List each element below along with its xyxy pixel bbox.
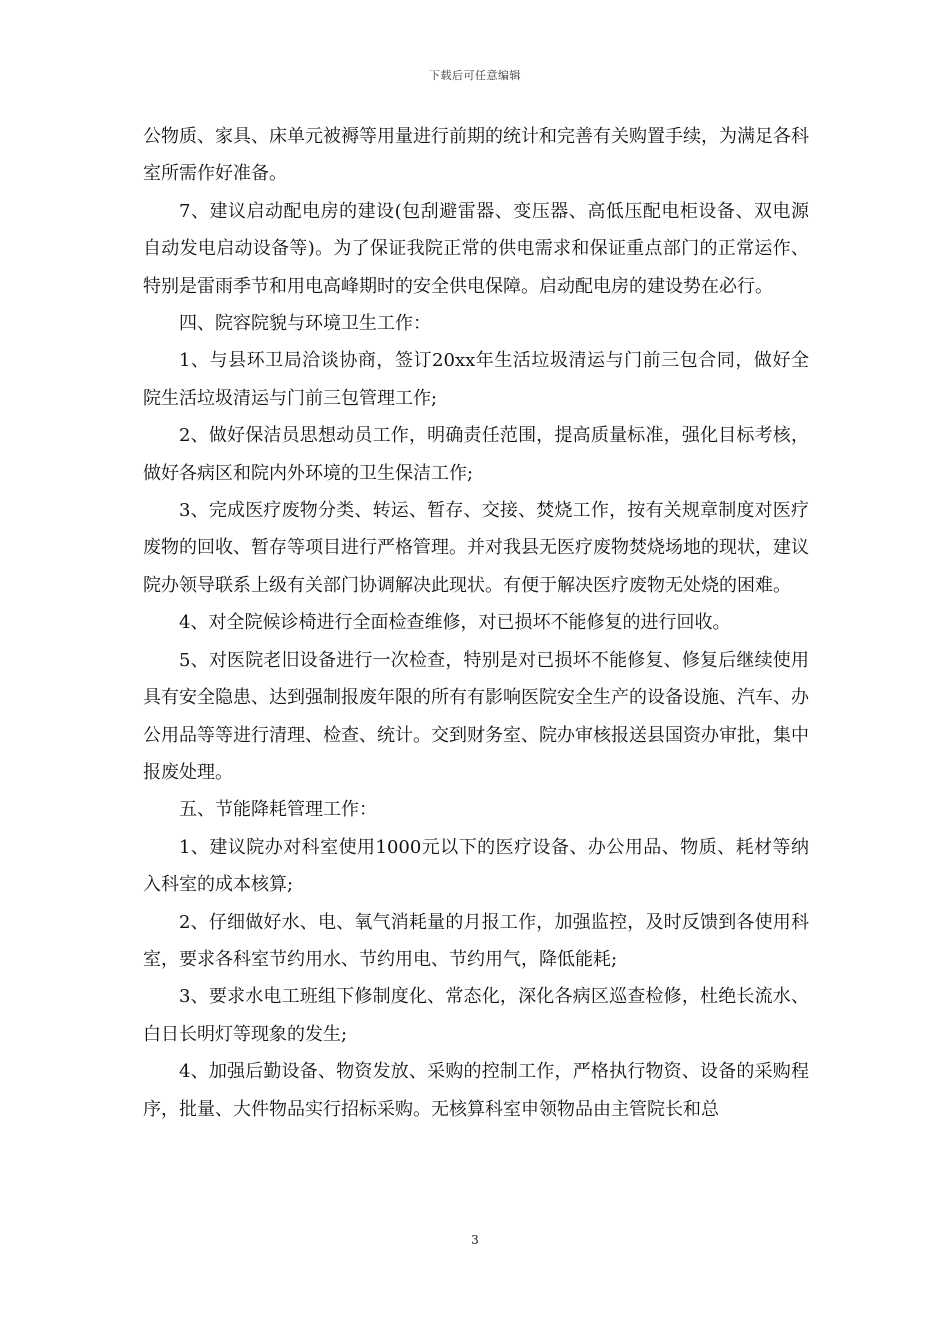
page-number: 3 [471, 1233, 479, 1247]
body-text [143, 118, 809, 1128]
paragraph: 1、与县环卫局洽谈协商，签订20xx年生活垃圾清运与门前三包合同，做好全院生活垃圾清运与门前三包管理工作; [143, 350, 809, 409]
header-note: 下载后可任意编辑 [429, 69, 521, 82]
section-heading: 五、节能降耗管理工作： [179, 799, 377, 821]
paragraph: 7、建议启动配电房的建设(包刮避雷器、变压器、高低压配电柜设备、双电源自动发电启动设备等)。为了保证我院正常的供电需求和保证重点部门的正常运作、特别是雷雨季节和用电高峰期时的安全供电保障。启动配电房的建设势在必行。 [143, 200, 809, 297]
paragraph: 3、要求水电工班组下修制度化、常态化，深化各病区巡查检修，杜绝长流水、白日长明灯等现象的发生; [143, 986, 809, 1045]
paragraph: 1、建议院办对科室使用1000元以下的医疗设备、办公用品、物质、耗材等纳入科室的成本核算; [143, 836, 809, 896]
section-heading: 四、院容院貌与环境卫生工作： [179, 313, 431, 335]
paragraph: 2、做好保洁员思想动员工作，明确责任范围，提高质量标准，强化目标考核，做好各病区和院内外环境的卫生保洁工作; [143, 425, 809, 484]
paragraph: 4、加强后勤设备、物资发放、采购的控制工作，严格执行物资、设备的采购程序，批量、大件物品实行招标采购。无核算科室申领物品由主管院长和总 [143, 1061, 809, 1120]
paragraph: 4、对全院候诊椅进行全面检查维修，对已损坏不能修复的进行回收。 [179, 612, 731, 634]
paragraph: 5、对医院老旧设备进行一次检查，特别是对已损坏不能修复、修复后继续使用具有安全隐患、达到强制报废年限的所有有影响医院安全生产的设备设施、汽车、办公用品等等进行清理、检查、统计。交到财务室、院办审核报送县国资办审批，集中报废处理。 [143, 649, 809, 783]
paragraph: 2、仔细做好水、电、氧气消耗量的月报工作，加强监控，及时反馈到各使用科室，要求各科室节约用水、节约用电、节约用气，降低能耗; [143, 911, 809, 970]
paragraph: 3、完成医疗废物分类、转运、暂存、交接、焚烧工作，按有关规章制度对医疗废物的回收、暂存等项目进行严格管理。并对我县无医疗废物焚烧场地的现状，建议院办领导联系上级有关部门协调解决此现状。有便于解决医疗废物无处烧的困难。 [143, 500, 809, 596]
paragraph: 公物质、家具、床单元被褥等用量进行前期的统计和完善有关购置手续，为满足各科室所需作好准备。 [143, 126, 809, 185]
